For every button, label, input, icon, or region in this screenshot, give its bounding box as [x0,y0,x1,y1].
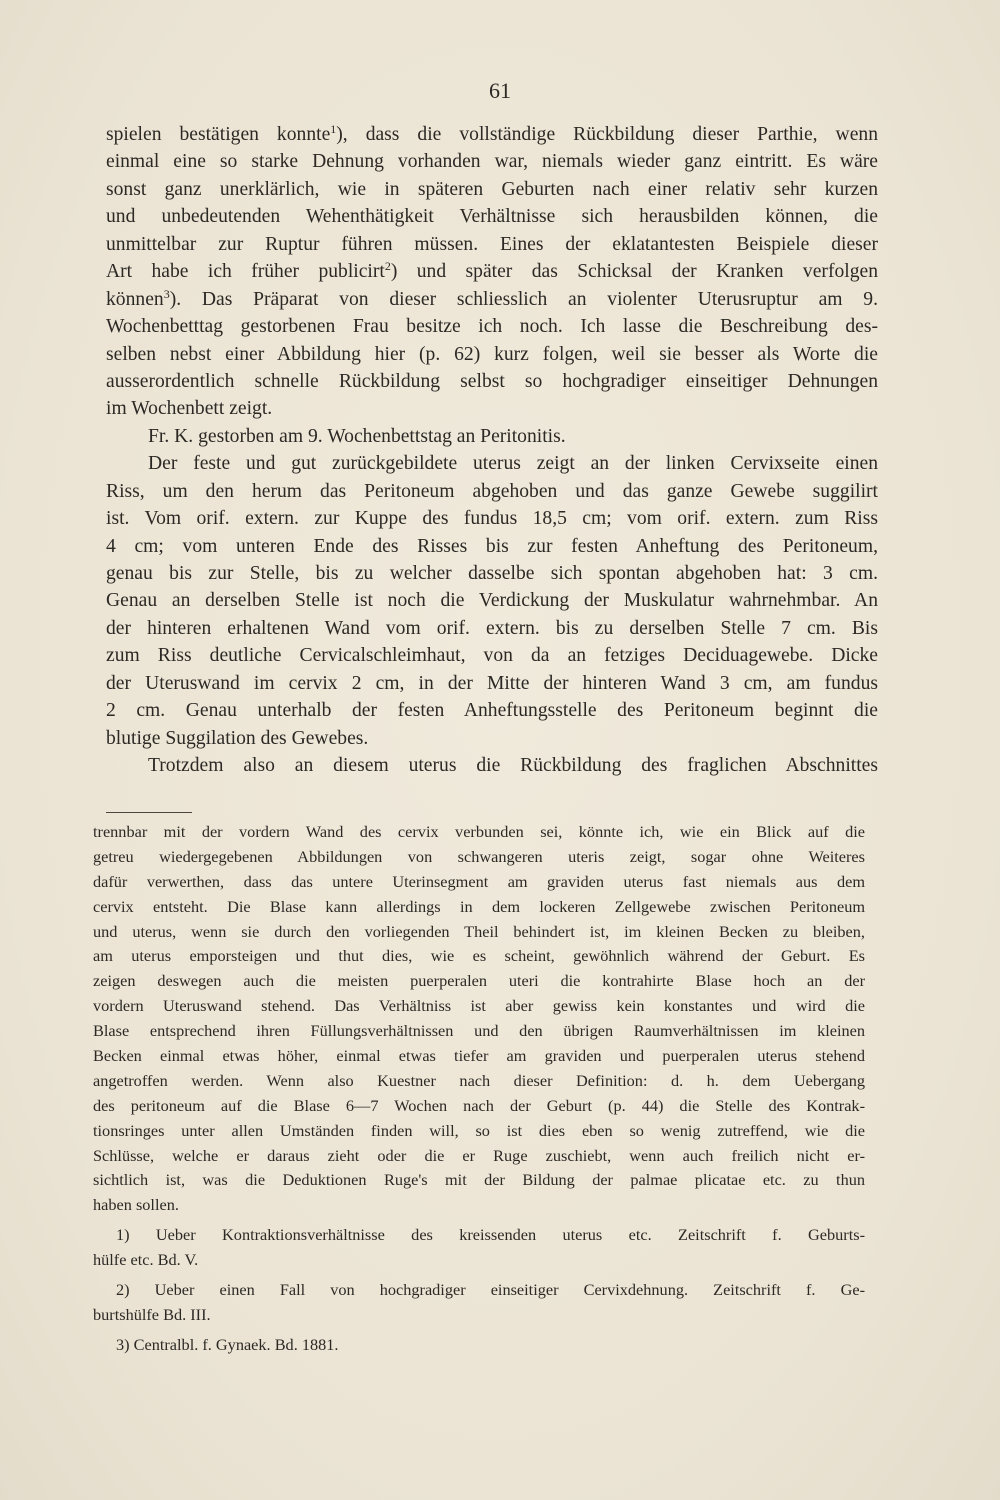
footnote-ref-3: 3 [163,286,170,301]
footnote-2-cont: burtshülfe Bd. III. [93,1304,211,1324]
footnote-line: trennbar mit der vordern Wand des cervix verbunden sei, könnte ich, wie ein Blick auf die [93,822,865,841]
footnote-1-cont: hülfe etc. Bd. V. [93,1250,199,1270]
footnote-separator [106,812,192,813]
footnote-1: 1) Ueber Kontraktionsverhältnisse des kreissenden uterus etc. Zeitschrift f. Geburts- [116,1225,865,1245]
text-line: Riss, um den herum das Peritoneum abgehoben und das ganze Gewebe suggilirt [106,480,878,502]
footnote-line: sichtlich ist, was die Deduktionen Ruge's mit der Bildung der palmae plicatae etc. zu thun [93,1170,865,1190]
text-line: spielen bestätigen konnte$^1$), dass die vollständige Rückbildung dieser Parthie, wenn [106,122,878,145]
footnote-2: 2) Ueber einen Fall von hochgradiger einseitiger Cervixdehnung. Zeitschrift f. Ge- [116,1280,865,1300]
text-line: Der feste und gut zurückgebildete uterus zeigt an der linken Cervixseite einen [148,453,878,475]
text-line: der Uteruswand im cervix 2 cm, in der Mitte der hinteren Wand 3 cm, am fundus [106,672,878,694]
footnote-line: Schlüsse, welche er daraus zieht oder die er Ruge zuschiebt, wenn auch freilich nicht er- [93,1145,865,1165]
text-line: unmittelbar zur Ruptur führen müssen. Eines der eklatantesten Beispiele dieser [106,233,878,255]
text-line: der hinteren erhaltenen Wand vom orif. extern. bis zu derselben Stelle 7 cm. Bis [106,617,878,639]
footnote-line: zeigen deswegen auch die meisten puerperalen uteri die kontrahirte Blase hoch an der [93,971,865,991]
text-line: 2 cm. Genau unterhalb der festen Anheftungsstelle des Peritoneum beginnt die [106,700,878,722]
text-line: genau bis zur Stelle, bis zu welcher dasselbe sich spontan abgehoben hat: 3 cm. [106,563,878,584]
footnote-line: tionsringes unter allen Umständen finden will, so ist dies eben so wenig zutreffend, wie die [93,1120,865,1140]
text-line: ist. Vom orif. extern. zur Kuppe des fundus 18,5 cm; vom orif. extern. zum Riss [106,508,878,530]
footnote-line: haben sollen. [93,1195,179,1215]
footnote-line: Becken einmal etwas höher, einmal etwas tiefer am graviden und puerperalen uterus stehend [93,1046,865,1066]
text-line: einmal eine so starke Dehnung vorhanden war, niemals wieder ganz eintritt. Es wäre [106,151,878,173]
footnote-ref-1: 1 [330,122,337,136]
footnote-3: 3) Centralbl. f. Gynaek. Bd. 1881. [116,1334,339,1354]
case-heading: Fr. K. gestorben am 9. Wochenbettstag an Peritonitis. [148,425,566,447]
text-line: blutige Suggilation des Gewebes. [106,727,369,749]
main-text [106,121,878,780]
text-line: Genau an derselben Stelle ist noch die Verdickung der Muskulatur wahrnehmbar. An [106,590,878,612]
text-line: im Wochenbett zeigt. [106,398,273,420]
footnote-line: cervix entsteht. Die Blase kann allerdings in dem lockeren Zellgewebe zwischen Peritoneum [93,896,865,916]
footnote-line: und uterus, wenn sie durch den vorliegenden Theil behindert ist, im kleinen Becken zu bleiben, [93,921,865,941]
footnote-line: des peritoneum auf die Blase 6—7 Wochen nach der Geburt (p. 44) die Stelle des Kontrak- [93,1095,865,1115]
footnote-line: dafür verwerthen, dass das untere Uterinsegment am graviden uterus fast niemals aus dem [93,871,865,891]
text-line: können$^3$). Das Präparat von dieser schliesslich an violenter Uterusruptur am 9. [106,286,878,310]
text-line: ausserordentlich schnelle Rückbildung selbst so hochgradiger einseitiger Dehnungen [106,370,878,392]
footnote-line: getreu wiedergegebenen Abbildungen von schwangeren uteris zeigt, sogar ohne Weiteres [93,846,865,866]
footnote-line: Blase entsprechend ihren Füllungsverhältnissen und den übrigen Raumverhältnissen im kleinen [93,1021,865,1041]
text-line: 4 cm; vom unteren Ende des Risses bis zur festen Anheftung des Peritoneum, [106,535,878,557]
text-line: sonst ganz unerklärlich, wie in späteren Geburten nach einer relativ sehr kurzen [106,178,878,200]
footnote-line: am uterus emporsteigen und thut dies, wie es scheint, gewöhnlich während der Geburt. Es [93,946,865,966]
footnote-ref-2: 2 [384,259,391,274]
page-number: 61 [489,78,511,103]
text-line: zum Riss deutliche Cervicalschleimhaut, von da an fetziges Deciduagewebe. Dicke [106,645,878,667]
footnotes [93,820,865,1358]
footnote-line: angetroffen werden. Wenn also Kuestner nach dieser Definition: d. h. dem Uebergang [93,1070,865,1090]
footnote-line: vordern Uteruswand stehend. Das Verhältniss ist aber gewiss kein konstantes und wird die [93,996,865,1016]
text-line: Wochenbetttag gestorbenen Frau besitze ich noch. Ich lasse die Beschreibung des- [106,316,878,338]
text-line: selben nebst einer Abbildung hier (p. 62) kurz folgen, weil sie besser als Worte die [106,343,878,365]
text-line: Trotzdem also an diesem uterus die Rückbildung des fraglichen Abschnittes [148,755,878,777]
text-line: und unbedeutenden Wehenthätigkeit Verhältnisse sich herausbilden können, die [106,206,878,228]
text-line: Art habe ich früher publicirt$^2$) und später das Schicksal der Kranken verfolgen [106,259,878,283]
